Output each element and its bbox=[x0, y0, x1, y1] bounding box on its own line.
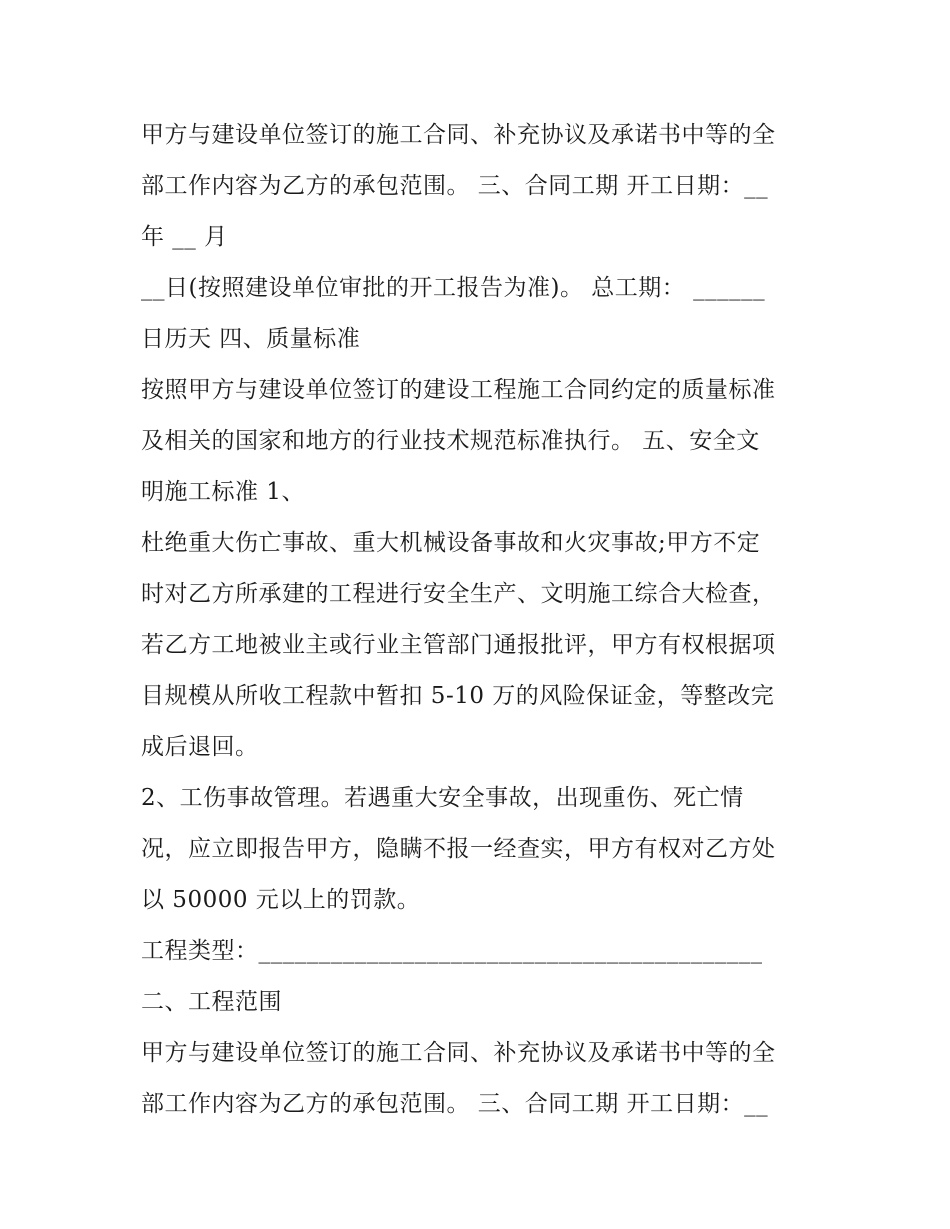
text-line: 目规模从所收工程款中暂扣 5-10 万的风险保证金，等整改完 bbox=[141, 683, 775, 709]
text-line: 杜绝重大伤亡事故、重大机械设备事故和火灾事故;甲方不定 bbox=[141, 530, 761, 556]
text-line: 时对乙方所承建的工程进行安全生产、文明施工综合大检查， bbox=[141, 581, 776, 607]
text-line: 及相关的国家和地方的行业技术规范标准执行。 五、安全文 bbox=[141, 428, 760, 454]
text-line: 明施工标准 1、 bbox=[141, 479, 305, 505]
text-line: 成后退回。 bbox=[141, 734, 259, 760]
document-body bbox=[141, 110, 821, 1130]
text-line: 按照甲方与建设单位签订的建设工程施工合同约定的质量标准 bbox=[141, 377, 776, 403]
text-line: __日(按照建设单位审批的开工报告为准)。 总工期： ______ bbox=[141, 275, 766, 301]
text-line: 二、工程范围 bbox=[141, 989, 282, 1015]
text-line: 工程类型：__________________________________________ bbox=[141, 938, 763, 964]
text-line: 日历天 四、质量标准 bbox=[141, 326, 361, 352]
text-line: 以 50000 元以上的罚款。 bbox=[141, 887, 421, 913]
text-line: 甲方与建设单位签订的施工合同、补充协议及承诺书中等的全 bbox=[141, 122, 776, 148]
text-line: 况，应立即报告甲方，隐瞒不报一经查实，甲方有权对乙方处 bbox=[141, 836, 776, 862]
text-line: 若乙方工地被业主或行业主管部门通报批评，甲方有权根据项 bbox=[141, 632, 776, 658]
text-line: 部工作内容为乙方的承包范围。 三、合同工期 开工日期：__ bbox=[141, 173, 769, 199]
text-line: 2、工伤事故管理。若遇重大安全事故，出现重伤、死亡情 bbox=[141, 785, 744, 811]
text-line: 部工作内容为乙方的承包范围。 三、合同工期 开工日期：__ bbox=[141, 1091, 769, 1117]
text-line: 年 __ 月 bbox=[141, 224, 228, 250]
text-line: 甲方与建设单位签订的施工合同、补充协议及承诺书中等的全 bbox=[141, 1040, 776, 1066]
